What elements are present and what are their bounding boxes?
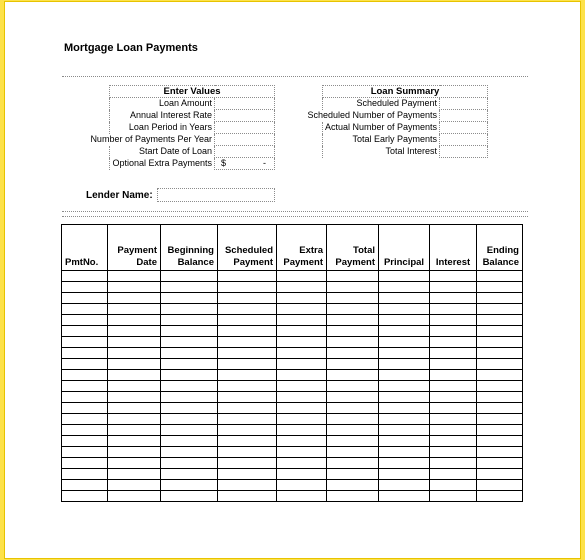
table-cell[interactable]: [379, 359, 430, 370]
table-cell[interactable]: [379, 348, 430, 359]
table-cell[interactable]: [477, 480, 523, 491]
table-cell[interactable]: [108, 403, 161, 414]
table-cell[interactable]: [430, 337, 477, 348]
table-row: [62, 315, 523, 326]
col-beginning-balance: Beginning Balance: [161, 225, 218, 271]
table-cell[interactable]: [327, 447, 379, 458]
table-cell[interactable]: [108, 381, 161, 392]
table-cell[interactable]: [379, 304, 430, 315]
table-cell[interactable]: [108, 491, 161, 502]
table-cell[interactable]: [161, 326, 218, 337]
table-row: [62, 293, 523, 304]
table-cell[interactable]: [477, 315, 523, 326]
table-cell[interactable]: [327, 282, 379, 293]
table-row: [62, 436, 523, 447]
table-cell[interactable]: [108, 370, 161, 381]
table-cell[interactable]: [218, 370, 277, 381]
divider-mid-2: [62, 216, 528, 217]
table-cell[interactable]: [477, 326, 523, 337]
col-payment-date: Payment Date: [108, 225, 161, 271]
table-cell[interactable]: [218, 480, 277, 491]
table-cell[interactable]: [218, 293, 277, 304]
table-cell[interactable]: [218, 359, 277, 370]
table-cell[interactable]: [108, 293, 161, 304]
table-cell[interactable]: [277, 304, 327, 315]
table-cell[interactable]: [161, 337, 218, 348]
table-cell[interactable]: [62, 315, 108, 326]
table-cell[interactable]: [477, 458, 523, 469]
table-cell[interactable]: [379, 282, 430, 293]
table-cell[interactable]: [108, 469, 161, 480]
table-cell[interactable]: [327, 414, 379, 425]
table-cell[interactable]: [218, 458, 277, 469]
actual-number-value: [440, 122, 488, 134]
scheduled-payment-value: [440, 98, 488, 110]
payments-per-year-label: Number of Payments Per Year: [90, 134, 212, 144]
table-cell[interactable]: [477, 337, 523, 348]
interest-rate-label: Annual Interest Rate: [110, 110, 215, 122]
early-payments-label: Total Early Payments: [323, 134, 440, 146]
loan-period-label: Loan Period in Years: [110, 122, 215, 134]
table-cell[interactable]: [379, 436, 430, 447]
table-cell[interactable]: [327, 315, 379, 326]
table-cell[interactable]: [430, 447, 477, 458]
table-cell[interactable]: [218, 315, 277, 326]
table-cell[interactable]: [62, 293, 108, 304]
table-cell[interactable]: [62, 425, 108, 436]
table-row: [62, 370, 523, 381]
table-cell[interactable]: [161, 458, 218, 469]
table-cell[interactable]: [108, 392, 161, 403]
table-cell[interactable]: [277, 447, 327, 458]
table-cell[interactable]: [62, 337, 108, 348]
table-cell[interactable]: [327, 436, 379, 447]
table-cell[interactable]: [430, 436, 477, 447]
table-cell[interactable]: [430, 480, 477, 491]
table-row: [62, 425, 523, 436]
table-cell[interactable]: [277, 370, 327, 381]
table-cell[interactable]: [161, 370, 218, 381]
table-cell[interactable]: [161, 403, 218, 414]
table-cell[interactable]: [218, 282, 277, 293]
table-cell[interactable]: [108, 326, 161, 337]
table-cell[interactable]: [62, 480, 108, 491]
table-cell[interactable]: [277, 392, 327, 403]
table-cell[interactable]: [218, 403, 277, 414]
table-row: [62, 337, 523, 348]
table-cell[interactable]: [430, 370, 477, 381]
table-cell[interactable]: [277, 491, 327, 502]
table-cell[interactable]: [379, 392, 430, 403]
table-cell[interactable]: [277, 315, 327, 326]
table-cell[interactable]: [277, 293, 327, 304]
scheduled-number-value: [440, 110, 488, 122]
table-row: [62, 458, 523, 469]
loan-period-input[interactable]: [215, 122, 275, 134]
table-cell[interactable]: [62, 458, 108, 469]
payments-per-year-input[interactable]: [215, 134, 275, 146]
table-cell[interactable]: [277, 414, 327, 425]
table-cell[interactable]: [108, 304, 161, 315]
table-cell[interactable]: [218, 337, 277, 348]
table-cell[interactable]: [379, 403, 430, 414]
table-cell[interactable]: [62, 271, 108, 282]
table-cell[interactable]: [327, 392, 379, 403]
table-cell[interactable]: [327, 469, 379, 480]
table-cell[interactable]: [108, 271, 161, 282]
lender-name-input[interactable]: [157, 188, 275, 202]
table-cell[interactable]: [218, 381, 277, 392]
payment-schedule-table: [61, 224, 523, 502]
table-row: [62, 480, 523, 491]
table-cell[interactable]: [218, 425, 277, 436]
table-cell[interactable]: [108, 282, 161, 293]
document-title: Mortgage Loan Payments: [64, 42, 198, 54]
table-cell[interactable]: [477, 271, 523, 282]
table-cell[interactable]: [477, 491, 523, 502]
loan-amount-label: Loan Amount: [110, 98, 215, 110]
table-cell[interactable]: [62, 414, 108, 425]
table-cell[interactable]: [218, 304, 277, 315]
table-cell[interactable]: [327, 370, 379, 381]
table-cell[interactable]: [62, 469, 108, 480]
table-cell[interactable]: [161, 359, 218, 370]
scheduled-number-label: Scheduled Number of Payments: [307, 110, 438, 120]
extra-payments-label: Optional Extra Payments: [110, 158, 215, 170]
table-cell[interactable]: [379, 370, 430, 381]
table-cell[interactable]: [62, 304, 108, 315]
loan-summary-heading: Loan Summary: [323, 86, 488, 98]
table-cell[interactable]: [379, 414, 430, 425]
table-cell[interactable]: [327, 381, 379, 392]
table-cell[interactable]: [327, 403, 379, 414]
table-cell[interactable]: [379, 337, 430, 348]
loan-summary-table: [296, 85, 488, 158]
table-cell[interactable]: [430, 282, 477, 293]
table-cell[interactable]: [161, 381, 218, 392]
table-cell[interactable]: [62, 447, 108, 458]
table-cell[interactable]: [277, 436, 327, 447]
table-cell[interactable]: [161, 348, 218, 359]
table-cell[interactable]: [477, 403, 523, 414]
table-cell[interactable]: [327, 425, 379, 436]
table-cell[interactable]: [108, 458, 161, 469]
table-cell[interactable]: [430, 304, 477, 315]
table-cell[interactable]: [108, 436, 161, 447]
enter-values-heading: Enter Values: [110, 86, 275, 98]
table-cell[interactable]: [108, 337, 161, 348]
actual-number-label: Actual Number of Payments: [323, 122, 440, 134]
table-cell[interactable]: [379, 326, 430, 337]
table-cell[interactable]: [161, 480, 218, 491]
table-cell[interactable]: [161, 293, 218, 304]
table-cell[interactable]: [430, 348, 477, 359]
table-cell[interactable]: [379, 469, 430, 480]
table-cell[interactable]: [62, 491, 108, 502]
table-cell[interactable]: [430, 403, 477, 414]
table-cell[interactable]: [218, 491, 277, 502]
table-row: [62, 359, 523, 370]
table-row: [62, 282, 523, 293]
table-cell[interactable]: [161, 271, 218, 282]
interest-rate-input[interactable]: [215, 110, 275, 122]
table-cell[interactable]: [327, 491, 379, 502]
table-cell[interactable]: [477, 436, 523, 447]
table-cell[interactable]: [477, 304, 523, 315]
table-cell[interactable]: [327, 359, 379, 370]
table-cell[interactable]: [108, 425, 161, 436]
table-row: [62, 304, 523, 315]
table-cell[interactable]: [379, 480, 430, 491]
table-cell[interactable]: [277, 271, 327, 282]
table-cell[interactable]: [161, 392, 218, 403]
table-cell[interactable]: [277, 458, 327, 469]
table-cell[interactable]: [62, 326, 108, 337]
table-cell[interactable]: [277, 337, 327, 348]
table-cell[interactable]: [430, 315, 477, 326]
table-row: [62, 326, 523, 337]
table-cell[interactable]: [62, 282, 108, 293]
table-cell[interactable]: [477, 293, 523, 304]
col-ending-balance: Ending Balance: [477, 225, 523, 271]
table-cell[interactable]: [379, 447, 430, 458]
table-cell[interactable]: [62, 436, 108, 447]
table-cell[interactable]: [161, 469, 218, 480]
table-cell[interactable]: [327, 293, 379, 304]
table-cell[interactable]: [277, 359, 327, 370]
table-cell[interactable]: [161, 282, 218, 293]
table-cell[interactable]: [379, 315, 430, 326]
table-cell[interactable]: [277, 381, 327, 392]
start-date-input[interactable]: [215, 146, 275, 158]
table-cell[interactable]: [218, 326, 277, 337]
table-cell[interactable]: [327, 348, 379, 359]
table-cell[interactable]: [161, 304, 218, 315]
table-row: [62, 403, 523, 414]
table-cell[interactable]: [218, 414, 277, 425]
table-cell[interactable]: [218, 469, 277, 480]
table-cell[interactable]: [327, 304, 379, 315]
schedule-header-row: [62, 225, 523, 271]
table-cell[interactable]: [430, 392, 477, 403]
table-cell[interactable]: [277, 348, 327, 359]
table-cell[interactable]: [327, 480, 379, 491]
early-payments-value: [440, 134, 488, 146]
table-cell[interactable]: [379, 381, 430, 392]
table-cell[interactable]: [430, 271, 477, 282]
table-cell[interactable]: [277, 326, 327, 337]
table-cell[interactable]: [327, 458, 379, 469]
table-cell[interactable]: [108, 315, 161, 326]
divider-mid-1: [62, 211, 528, 212]
table-cell[interactable]: [108, 348, 161, 359]
table-cell[interactable]: [218, 447, 277, 458]
table-row: [62, 381, 523, 392]
table-cell[interactable]: [477, 370, 523, 381]
table-cell[interactable]: [379, 271, 430, 282]
table-row: [62, 392, 523, 403]
table-cell[interactable]: [379, 425, 430, 436]
table-cell[interactable]: [477, 425, 523, 436]
table-cell[interactable]: [477, 447, 523, 458]
table-cell[interactable]: [430, 381, 477, 392]
col-interest: Interest: [430, 225, 477, 271]
table-cell[interactable]: [218, 271, 277, 282]
table-cell[interactable]: [430, 414, 477, 425]
table-row: [62, 469, 523, 480]
lender-name-label: Lender Name:: [86, 190, 153, 201]
divider-top: [62, 76, 528, 77]
table-cell[interactable]: [161, 436, 218, 447]
table-cell[interactable]: [277, 469, 327, 480]
start-date-label: Start Date of Loan: [110, 146, 215, 158]
table-row: [62, 447, 523, 458]
table-cell[interactable]: [430, 458, 477, 469]
table-cell[interactable]: [218, 348, 277, 359]
table-cell[interactable]: [477, 282, 523, 293]
col-scheduled-payment: Scheduled Payment: [218, 225, 277, 271]
table-cell[interactable]: [277, 282, 327, 293]
table-row: [62, 348, 523, 359]
table-cell[interactable]: [62, 348, 108, 359]
table-cell[interactable]: [161, 447, 218, 458]
table-cell[interactable]: [108, 359, 161, 370]
table-cell[interactable]: [477, 348, 523, 359]
table-cell[interactable]: [62, 392, 108, 403]
table-cell[interactable]: [477, 392, 523, 403]
table-cell[interactable]: [430, 469, 477, 480]
extra-payments-value: -: [263, 158, 266, 168]
scheduled-payment-label: Scheduled Payment: [323, 98, 440, 110]
table-cell[interactable]: [108, 480, 161, 491]
table-cell[interactable]: [218, 392, 277, 403]
table-cell[interactable]: [430, 491, 477, 502]
table-cell[interactable]: [108, 414, 161, 425]
table-cell[interactable]: [477, 469, 523, 480]
extra-payments-input[interactable]: [215, 158, 275, 170]
table-cell[interactable]: [161, 491, 218, 502]
loan-amount-input[interactable]: [215, 98, 275, 110]
table-row: [62, 271, 523, 282]
col-total-payment: Total Payment: [327, 225, 379, 271]
enter-values-table: [87, 85, 275, 170]
table-cell[interactable]: [430, 326, 477, 337]
total-interest-label: Total Interest: [323, 146, 440, 158]
table-cell[interactable]: [430, 359, 477, 370]
currency-symbol: $: [221, 158, 227, 168]
col-pmtno: PmtNo.: [62, 225, 108, 271]
table-cell[interactable]: [161, 425, 218, 436]
table-cell[interactable]: [277, 403, 327, 414]
table-cell[interactable]: [218, 436, 277, 447]
table-cell[interactable]: [161, 414, 218, 425]
table-cell[interactable]: [108, 447, 161, 458]
table-cell[interactable]: [477, 381, 523, 392]
col-extra-payment: Extra Payment: [277, 225, 327, 271]
col-principal: Principal: [379, 225, 430, 271]
table-row: [62, 491, 523, 502]
table-cell[interactable]: [277, 480, 327, 491]
table-cell[interactable]: [62, 381, 108, 392]
total-interest-value: [440, 146, 488, 158]
table-row: [62, 414, 523, 425]
table-cell[interactable]: [277, 425, 327, 436]
table-cell[interactable]: [430, 425, 477, 436]
table-cell[interactable]: [477, 359, 523, 370]
table-cell[interactable]: [62, 403, 108, 414]
table-cell[interactable]: [327, 326, 379, 337]
table-cell[interactable]: [62, 370, 108, 381]
table-cell[interactable]: [379, 491, 430, 502]
table-cell[interactable]: [161, 315, 218, 326]
table-cell[interactable]: [327, 337, 379, 348]
table-cell[interactable]: [379, 458, 430, 469]
table-cell[interactable]: [327, 271, 379, 282]
table-cell[interactable]: [379, 293, 430, 304]
table-cell[interactable]: [430, 293, 477, 304]
table-cell[interactable]: [62, 359, 108, 370]
table-cell[interactable]: [477, 414, 523, 425]
